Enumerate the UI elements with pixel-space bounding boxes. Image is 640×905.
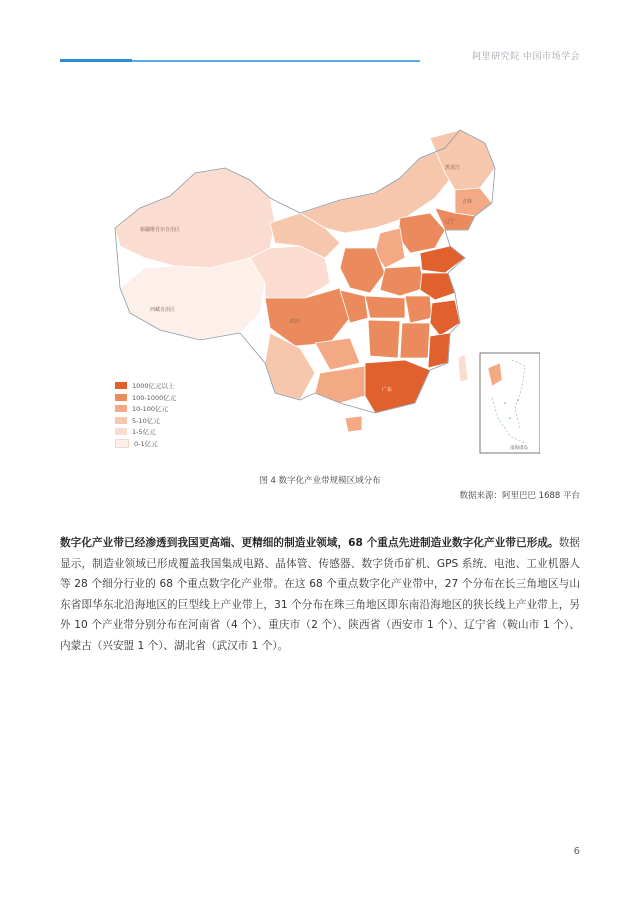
label-sichuan: 四川: [290, 319, 301, 325]
region-jiangxi: [400, 323, 430, 358]
label-xinjiang: 新疆维吾尔自治区: [140, 227, 181, 233]
legend-label: 10-100亿元: [132, 405, 169, 414]
data-source: 数据来源：阿里巴巴 1688 平台: [459, 491, 580, 501]
legend-label: 1000亿元以上: [132, 382, 175, 391]
label-heilongjiang: 黑龙江: [445, 165, 461, 171]
region-xinjiang: [115, 168, 275, 268]
region-xizang: [120, 258, 265, 340]
label-inset: 南海诸岛: [510, 446, 528, 451]
legend-swatch: [115, 428, 127, 435]
china-map-figure: [100, 118, 540, 463]
figure-caption: 图 4 数字化产业带规模区域分布: [259, 476, 381, 486]
legend-item: [115, 392, 176, 404]
legend-swatch: [115, 405, 127, 412]
legend-label: 0-1亿元: [134, 439, 158, 448]
region-hebei: [398, 213, 445, 253]
header-divider: [60, 60, 420, 62]
lead-sentence: 数字化产业带已经渗透到我国更高端、更精细的制造业领域，68 个重点先进制造业数字化产业带已形成。: [60, 537, 559, 549]
body-text: 数据显示，制造业领域已形成覆盖我国集成电路、晶体管、传感器、数字货币矿机、GPS 系统、电池、工业机器人等 28 个细分行业的 68 个重点数字化产业带。在这 68 个重点数字化产业带中，27 个分布在长三角地区与山东省即华东北沿海地区的巨型线上产业带上，31 个分布在珠三角地区即东南沿海地区的狭长线上产业带上，另外 10 个产业带分别分布在河南省（4 个）、重庆市（2 个）、陕西省（西安市 1 个）、辽宁省（鞍山市 1 个）、内蒙古（兴安盟 1 个）、湖北省（武汉市 1 个）。: [60, 537, 580, 652]
label-jilin: 吉林: [462, 199, 473, 205]
header-divider-accent: [60, 59, 132, 62]
region-anhui: [405, 296, 432, 323]
region-hubei: [365, 296, 405, 318]
legend-swatch: [115, 417, 127, 424]
legend-label: 5-10亿元: [132, 416, 160, 425]
legend-swatch: [115, 439, 129, 448]
label-xizang: 西藏自治区: [150, 307, 176, 313]
legend-swatch: [115, 394, 127, 401]
legend-item: [115, 426, 176, 438]
region-guangdong: [365, 360, 430, 413]
legend-label: 100-1000亿元: [132, 393, 177, 402]
header-organizations: 阿里研究院 中国市场学会: [472, 52, 580, 62]
region-taiwan: [458, 354, 468, 382]
south-china-sea-inset: [480, 353, 540, 453]
region-jilin: [455, 188, 492, 216]
region-henan: [380, 266, 425, 296]
label-liaoning: 辽宁: [445, 219, 456, 225]
region-hainan: [345, 416, 362, 432]
region-hunan: [368, 320, 400, 358]
body-paragraph: [60, 533, 580, 657]
label-guangdong: 广东: [382, 387, 393, 393]
legend-item: [115, 403, 176, 415]
legend-swatch: [115, 382, 127, 389]
legend-item: [115, 438, 176, 450]
page-number: 6: [573, 846, 580, 857]
region-zhejiang: [430, 300, 460, 336]
legend-item: [115, 415, 176, 427]
map-legend: [115, 380, 176, 449]
region-guizhou: [315, 338, 360, 370]
legend-label: 1-5亿元: [132, 428, 156, 437]
region-fujian: [428, 333, 450, 368]
legend-item: [115, 380, 176, 392]
